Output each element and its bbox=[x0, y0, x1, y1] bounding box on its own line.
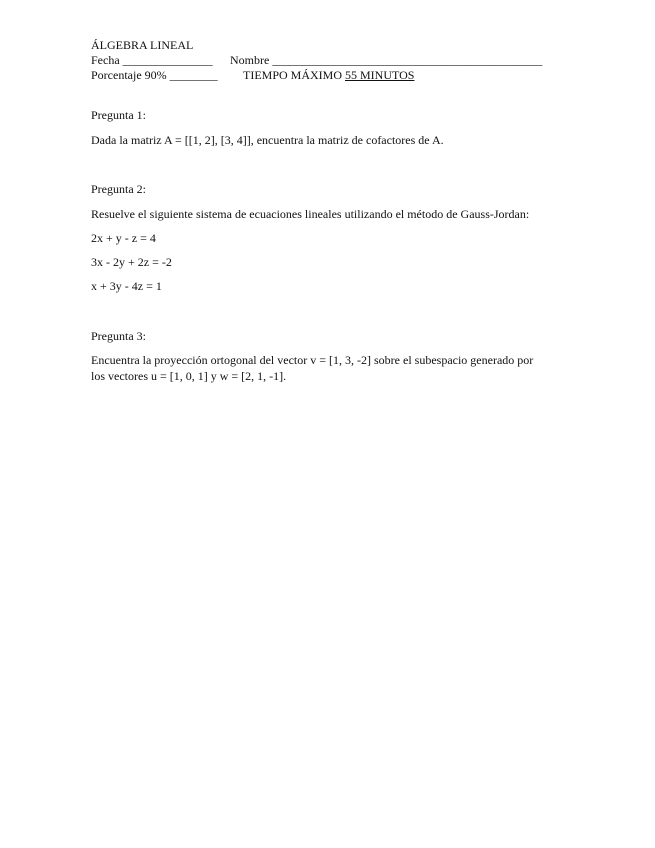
question-1-text: Dada la matriz A = [[1, 2], [3, 4]], encuentra la matriz de cofactores de A. bbox=[91, 133, 444, 147]
question-1-title: Pregunta 1: bbox=[91, 108, 146, 122]
equation-1: 2x + y - z = 4 bbox=[91, 231, 156, 245]
tiempo-label: TIEMPO MÁXIMO bbox=[243, 68, 342, 82]
course-title: ÁLGEBRA LINEAL bbox=[91, 38, 194, 52]
porcentaje-field: Porcentaje 90% ________ bbox=[91, 68, 218, 82]
question-2-title: Pregunta 2: bbox=[91, 182, 146, 196]
question-3-text-line-2: los vectores u = [1, 0, 1] y w = [2, 1, -1]. bbox=[91, 369, 287, 383]
question-3-text-line-1: Encuentra la proyección ortogonal del vector v = [1, 3, -2] sobre el subespacio generado por bbox=[91, 353, 534, 367]
tiempo-maximo bbox=[243, 68, 414, 83]
equation-3: x + 3y - 4z = 1 bbox=[91, 279, 162, 293]
fecha-field: Fecha _______________ bbox=[91, 53, 213, 67]
tiempo-value: 55 MINUTOS bbox=[345, 68, 415, 82]
equation-2: 3x - 2y + 2z = -2 bbox=[91, 255, 172, 269]
question-2-text: Resuelve el siguiente sistema de ecuaciones lineales utilizando el método de Gauss-Jordan: bbox=[91, 207, 530, 221]
question-3-title: Pregunta 3: bbox=[91, 329, 146, 343]
nombre-field: Nombre _____________________________________________ bbox=[230, 53, 543, 67]
